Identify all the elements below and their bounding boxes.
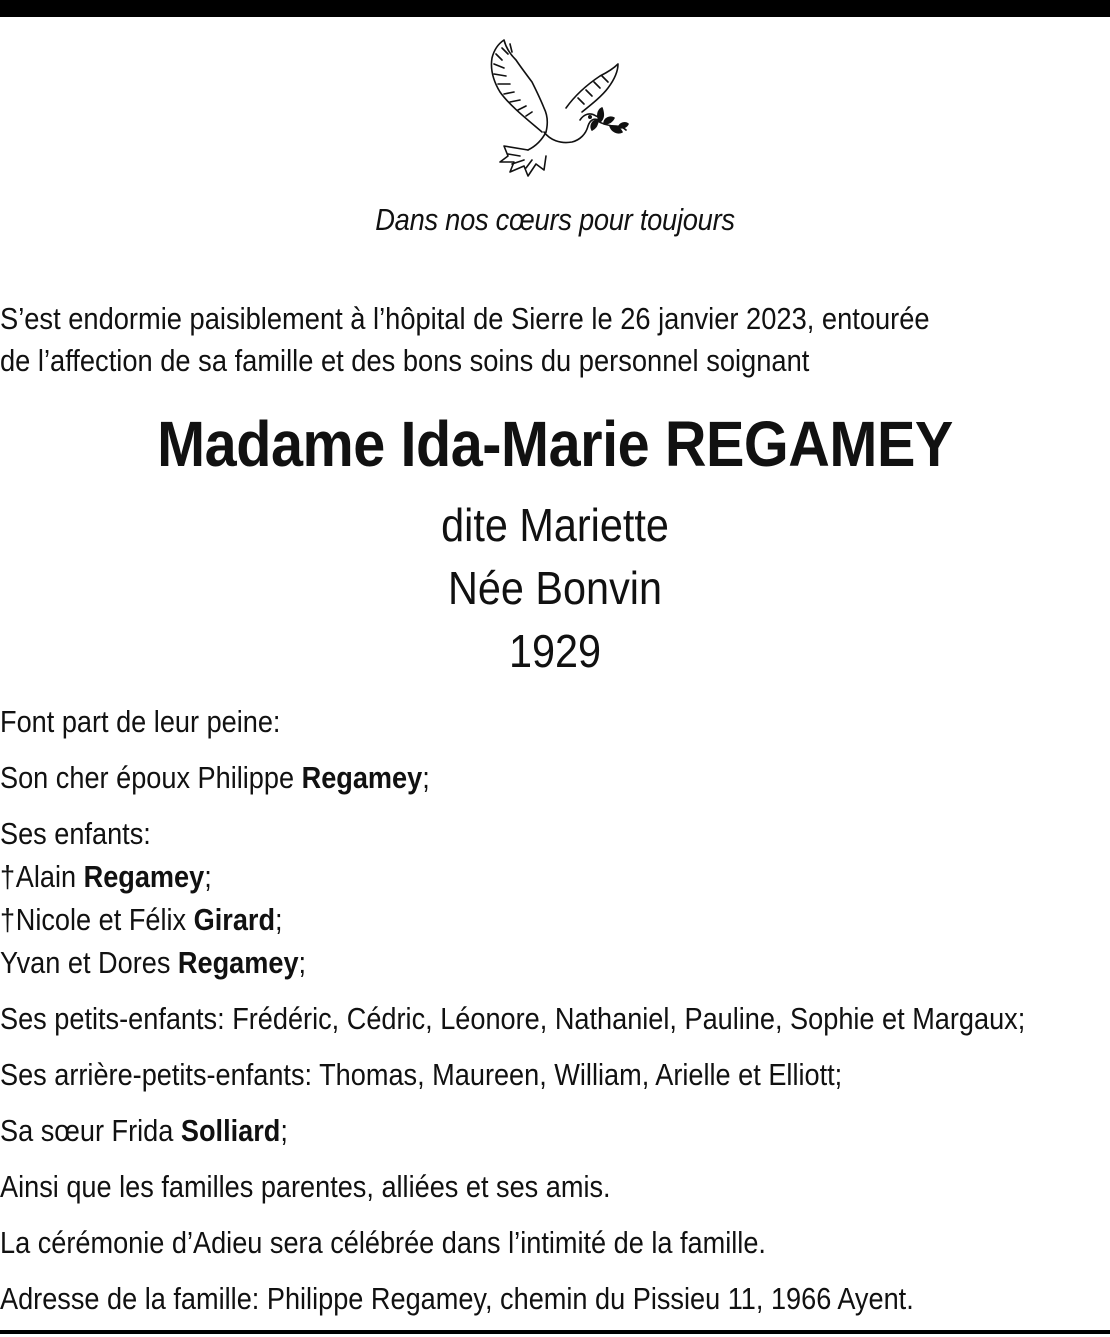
announcement-body <box>0 700 1110 1320</box>
intro-line: de l’affection de sa famille et des bons soins du personnel soignant <box>0 343 810 378</box>
deceased-maiden-name: Née Bonvin <box>447 562 663 614</box>
child-line: †Nicole et Félix Girard; <box>0 898 1110 941</box>
ceremony-line: La cérémonie d’Adieu sera célébrée dans l’intimité de la famille. <box>0 1225 766 1260</box>
children-label: Ses enfants: <box>0 816 151 851</box>
sister-surname: Solliard <box>180 1113 281 1148</box>
cross-icon: † <box>0 902 16 937</box>
address-line: Adresse de la famille: Philippe Regamey, chemin du Pissieu 11, 1966 Ayent. <box>0 1281 914 1316</box>
dove-icon <box>480 36 630 178</box>
families-line: Ainsi que les familles parentes, alliées et ses amis. <box>0 1169 611 1204</box>
spouse-line: Son cher époux Philippe Regamey; <box>0 760 430 795</box>
grandchildren-line: Ses petits-enfants: Frédéric, Cédric, Léonore, Nathaniel, Pauline, Sophie et Margaux; <box>0 1001 1026 1036</box>
tagline: Dans nos cœurs pour toujours <box>375 202 735 237</box>
child-line: Yvan et Dores Regamey; <box>0 945 307 980</box>
deceased-birth-year: 1929 <box>508 625 602 677</box>
intro-paragraph <box>0 298 1109 382</box>
top-rule <box>0 0 1110 17</box>
sister-line: Sa sœur Frida Solliard; <box>0 1113 288 1148</box>
cross-icon: † <box>0 859 16 894</box>
deceased-alias: dite Mariette <box>441 499 669 551</box>
bottom-rule <box>0 1330 1110 1334</box>
child-line: †Alain Regamey; <box>0 855 1110 898</box>
announcement-intro: Font part de leur peine: <box>0 704 281 739</box>
great-grandchildren-line: Ses arrière-petits-enfants: Thomas, Maureen, William, Arielle et Elliott; <box>0 1057 843 1092</box>
intro-line: S’est endormie paisiblement à l’hôpital de Sierre le 26 janvier 2023, entourée <box>0 301 930 336</box>
spouse-surname: Regamey <box>301 760 423 795</box>
deceased-name: Madame Ida-Marie REGAMEY <box>157 408 953 480</box>
